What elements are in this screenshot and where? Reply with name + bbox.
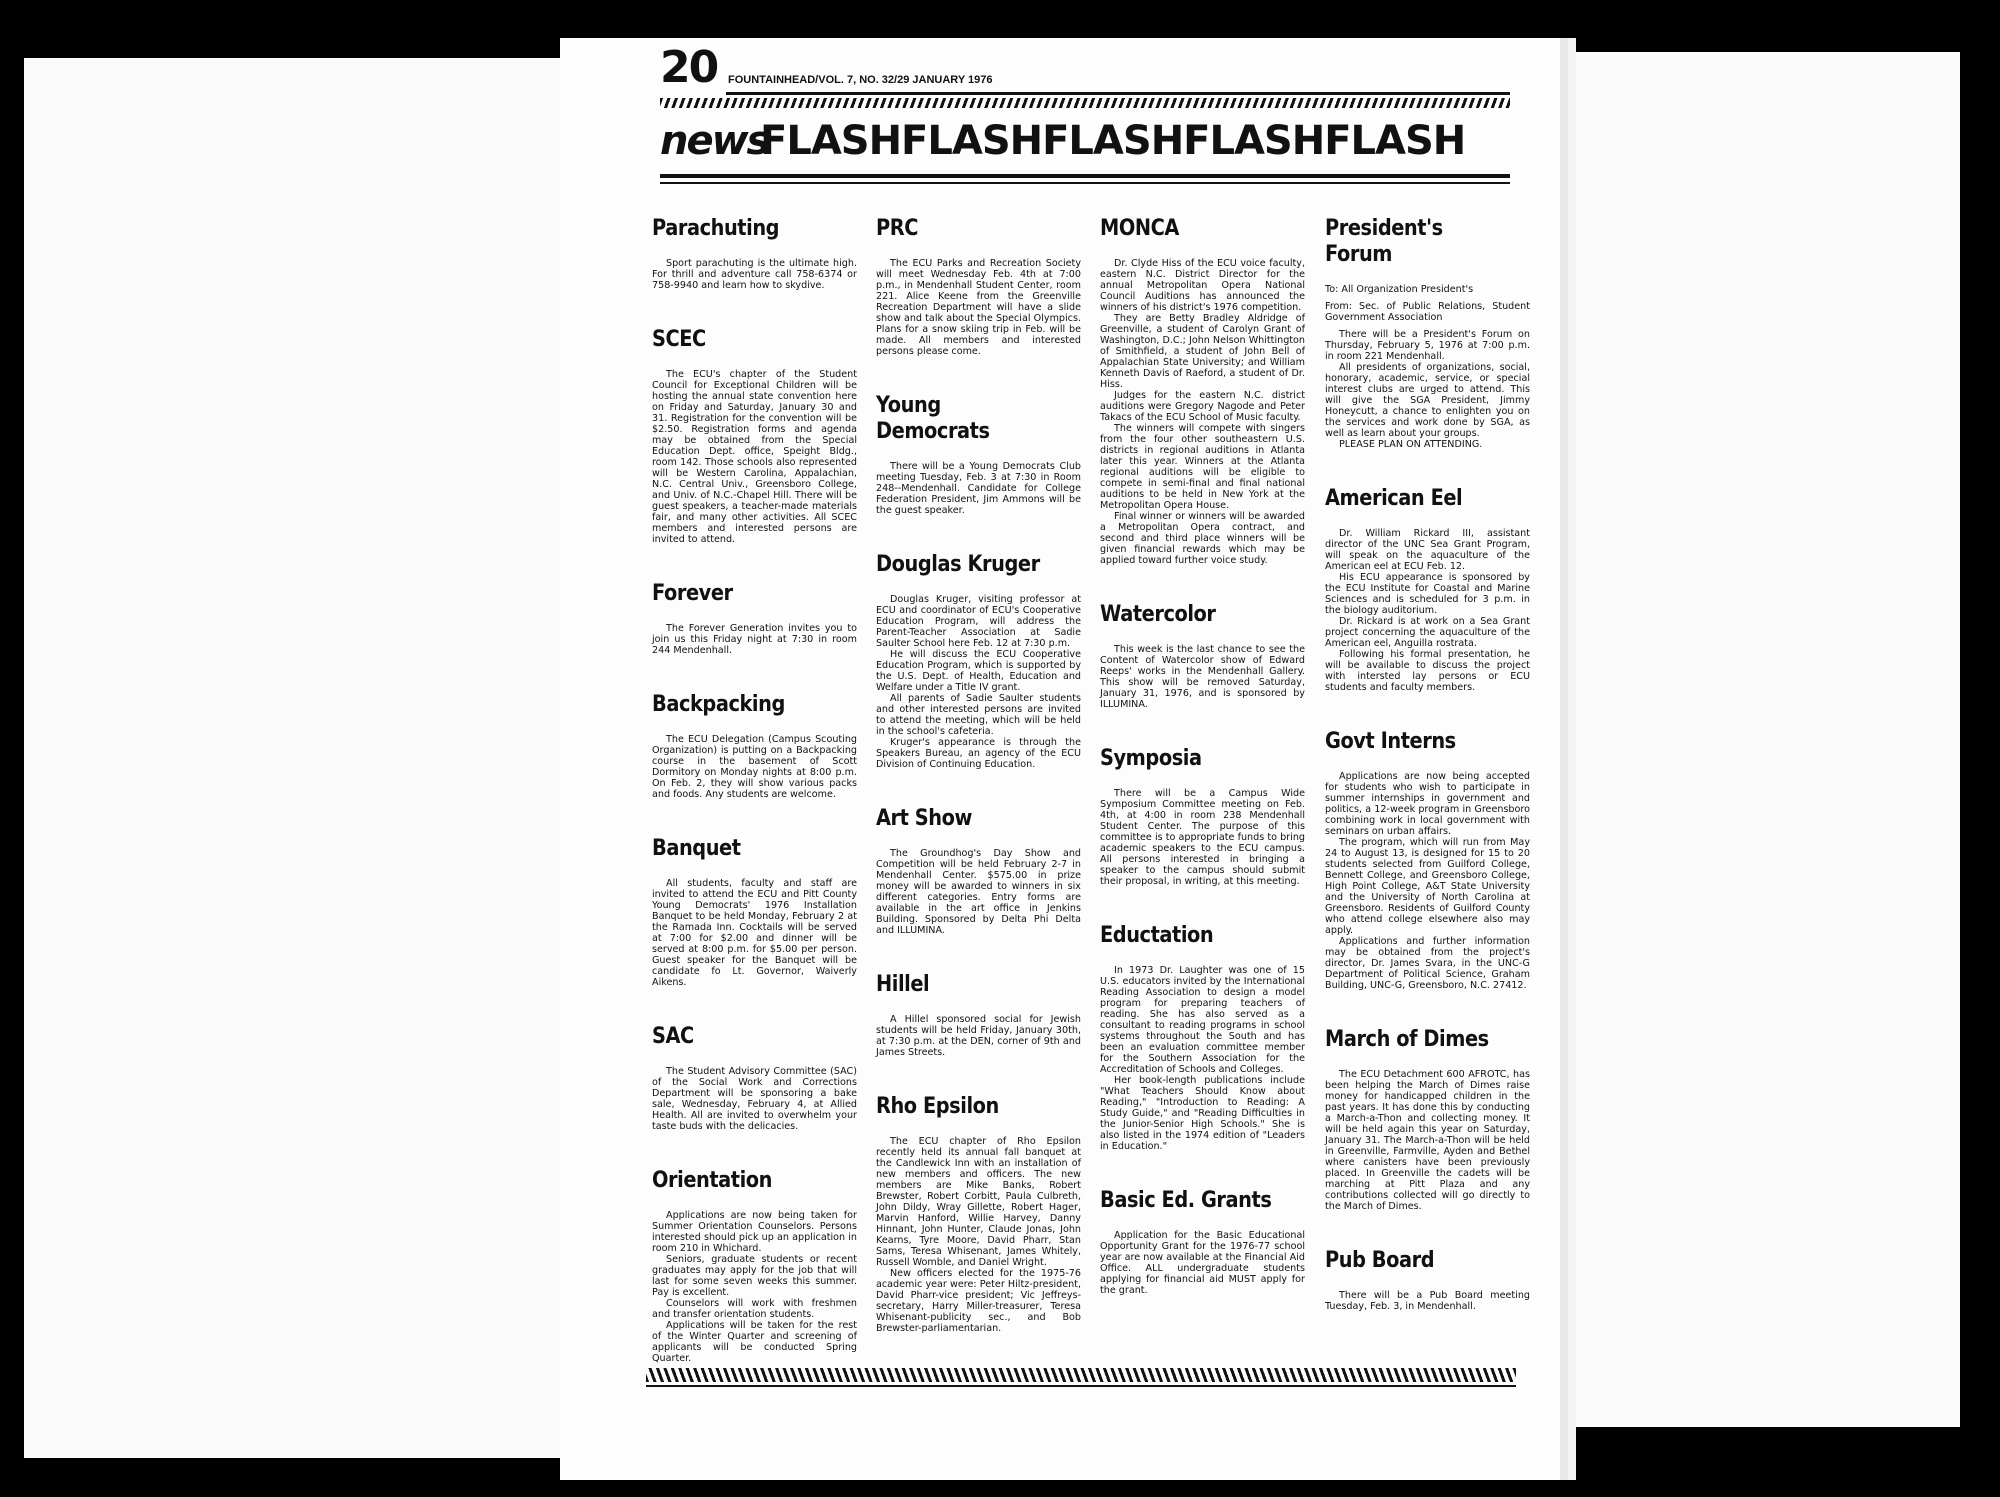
news-item-headline: SAC: [652, 1024, 694, 1049]
news-item-paragraph: Applications are now being taken for Summer Orientation Counselors. Persons interested should pick up an application in room 210 in Whichard.: [652, 1210, 857, 1254]
banner-rule: [660, 174, 1510, 178]
news-item-paragraph: Sport parachuting is the ultimate high. For thrill and adventure call 758-6374 or 758-9940 and learn how to skydive.: [652, 258, 857, 291]
news-item: [1325, 729, 1530, 991]
news-item-paragraph: They are Betty Bradley Aldridge of Greenville, a student of Carolyn Grant of Washington, D.C.; John Nelson Whittington of Smithfield, a student of John Bell of Appalachian State University; and William Kenneth Davis of Raeford, a student of Dr. Hiss.: [1100, 313, 1305, 390]
news-item-paragraph: Counselors will work with freshmen and transfer orientation students.: [652, 1298, 857, 1320]
folio-line: FOUNTAINHEAD/VOL. 7, NO. 32/29 JANUARY 1976: [728, 74, 993, 86]
banner-news: news: [660, 118, 769, 164]
news-item: [876, 1094, 1081, 1334]
masthead: [660, 42, 1510, 93]
news-item: [652, 692, 857, 800]
decorative-border-top: [660, 98, 1510, 108]
news-item-paragraph: There will be a Young Democrats Club meeting Tuesday, Feb. 3 at 7:30 in Room 248--Mendenhall. Candidate for College Federation President, Jim Ammons will be the guest speaker.: [876, 461, 1081, 516]
news-item-headline: March of Dimes: [1325, 1027, 1489, 1052]
news-item-paragraph: There will be a President's Forum on Thursday, February 5, 1976 at 7:00 p.m. in room 221 Mendenhall.: [1325, 329, 1530, 362]
news-item-headline: Parachuting: [652, 216, 780, 241]
news-item-headline: Eductation: [1100, 923, 1214, 948]
news-item-paragraph: The ECU Parks and Recreation Society will meet Wednesday Feb. 4th at 7:00 p.m., in Mendenhall Student Center, room 221. Alice Keene from the Greenville Recreation Department will have a slide show and talk about the Special Olympics. Plans for a snow skiing trip in Feb. will be made. All members and interested persons please come.: [876, 258, 1081, 357]
memo-line: To: All Organization President's: [1325, 284, 1474, 295]
news-item-paragraph: Her book-length publications include "What Teachers Should Know about Reading," "Introduction to Reading: A Study Guide," and "Reading Difficulties in the Junior-Senior High Schools." She is also listed in the 1974 edition of "Leaders in Education.": [1100, 1075, 1305, 1152]
news-item: [652, 216, 857, 291]
news-item-paragraph: There will be a Campus Wide Symposium Committee meeting on Feb. 4th, at 4:00 in room 238 Mendenhall Student Center. The purpose of this committee is to appropriate funds to bring academic speakers to the ECU campus. All persons interested in bringing a speaker to the campus should submit their proposal, in writing, at this meeting.: [1100, 788, 1305, 887]
news-item-paragraph: The ECU Detachment 600 AFROTC, has been helping the March of Dimes raise money for handicapped children in the past years. It has done this by conducting a March-a-Thon and collecting money. It will be held again this year on Saturday, January 31. The March-a-Thon will be held in Greenville, Farmville, Ayden and Bethel where canisters have been previously placed. In Greenville the cadets will be marching at Pitt Plaza and any contributions collected will go directly to the March of Dimes.: [1325, 1069, 1530, 1212]
news-item-paragraph: All presidents of organizations, social, honorary, academic, service, or special interest clubs are urged to attend. This will give the SGA President, Jimmy Honeycutt, a chance to enlighten you on the services and work done by SGA, as well as learn about your groups.: [1325, 362, 1530, 439]
news-item: [1325, 1248, 1530, 1312]
news-item-paragraph: The Student Advisory Committee (SAC) of the Social Work and Corrections Department will be sponsoring a bake sale, Wednesday, February 4, at Allied Health. All are invited to overwhelm your taste buds with the delicacies.: [652, 1066, 857, 1132]
column-1: [652, 216, 857, 1364]
news-item-paragraph: Final winner or winners will be awarded a Metropolitan Opera contract, and second and third place winners will be given financial rewards which may be applied toward further voice study.: [1100, 511, 1305, 566]
background-sheet-left: [24, 58, 572, 1458]
news-item: [1100, 1188, 1305, 1296]
page-number: 20: [660, 42, 718, 93]
news-item-headline: MONCA: [1100, 216, 1179, 241]
news-item-paragraph: Douglas Kruger, visiting professor at ECU and coordinator of ECU's Cooperative Education Program, will address the Parent-Teacher Association at Sadie Saulter School here Feb. 12 at 7:30 p.m.: [876, 594, 1081, 649]
news-item: [876, 216, 1081, 357]
news-item-paragraph: The winners will compete with singers from the four other southeastern U.S. districts in regional auditions in Atlanta later this year. Winners at the Atlanta regional auditions will be eligible to compete in semi-final and final national auditions to be held in New York at the Metropolitan Opera House.: [1100, 423, 1305, 511]
memo-line: From: Sec. of Public Relations, Student Government Association: [1325, 301, 1530, 323]
news-item: [652, 1168, 857, 1364]
column-4: [1325, 216, 1530, 1312]
news-item: [876, 972, 1081, 1058]
news-item-paragraph: A Hillel sponsored social for Jewish students will be held Friday, January 30th, at 7:30 p.m. at the DEN, corner of 9th and James Streets.: [876, 1014, 1081, 1058]
news-item-paragraph: The ECU Delegation (Campus Scouting Organization) is putting on a Backpacking course in the basement of Scott Dormitory on Monday nights at 8:00 p.m. On Feb. 2, they will show various packs and foods. Any students are welcome.: [652, 734, 857, 800]
news-item-paragraph: The Forever Generation invites you to join us this Friday night at 7:30 in room 244 Mendenhall.: [652, 623, 857, 656]
news-item: [1325, 486, 1530, 693]
news-item-headline: Pub Board: [1325, 1248, 1435, 1273]
news-item-headline: Forever: [652, 581, 733, 606]
news-item-headline: American Eel: [1325, 486, 1463, 511]
news-item-headline: Hillel: [876, 972, 930, 997]
bottom-rule: [646, 1385, 1516, 1387]
news-item-headline: Douglas Kruger: [876, 552, 1040, 577]
news-item-headline: Basic Ed. Grants: [1100, 1188, 1272, 1213]
column-3: [1100, 216, 1305, 1296]
section-banner: [660, 112, 1510, 192]
background-sheet-right: [1510, 52, 1960, 1427]
news-item-headline: President's Forum: [1325, 216, 1443, 267]
news-item: [1325, 1027, 1530, 1212]
news-item-paragraph: All students, faculty and staff are invited to attend the ECU and Pitt County Young Democrats' 1976 Installation Banquet to be held Monday, February 2 at the Ramada Inn. Cocktails will be served at 7:00 for $2.00 and dinner will be served at 8:00 p.m. for $5.00 per person. Guest speaker for the Banquet will be candidate fo Lt. Governor, Waiverly Aikens.: [652, 878, 857, 988]
news-item: [652, 836, 857, 988]
decorative-border-bottom: [646, 1368, 1516, 1382]
news-item-headline: Young Democrats: [876, 393, 990, 444]
news-item-paragraph: Dr. Rickard is at work on a Sea Grant project concerning the aquaculture of the American eel, Anguilla rostrata.: [1325, 616, 1530, 649]
news-item-paragraph: Applications are now being accepted for students who wish to participate in summer internships in government and politics, a 12-week program in Greensboro combining work in local government with seminars on urban affairs.: [1325, 771, 1530, 837]
newspaper-page: [560, 38, 1560, 1480]
news-item-paragraph: Dr. William Rickard III, assistant director of the UNC Sea Grant Program, will speak on the aquaculture of the American eel at ECU Feb. 12.: [1325, 528, 1530, 572]
news-item-headline: Govt Interns: [1325, 729, 1456, 754]
news-item: [652, 1024, 857, 1132]
news-item-paragraph: Applications and further information may be obtained from the project's director, Dr. James Svara, in the UNC-G Department of Political Science, Graham Building, UNC-G, Greensboro, N.C. 27412.: [1325, 936, 1530, 991]
news-item-paragraph: All parents of Sadie Saulter students and other interested persons are invited to attend the meeting, which will be held in the school's cafeteria.: [876, 693, 1081, 737]
news-item-paragraph: He will discuss the ECU Cooperative Education Program, which is supported by the U.S. Dept. of Health, Education and Welfare under a Title IV grant.: [876, 649, 1081, 693]
news-item-headline: Banquet: [652, 836, 741, 861]
news-item: [1100, 602, 1305, 710]
news-item-paragraph: Following his formal presentation, he will be available to discuss the project with intersted lay persons or ECU students and faculty members.: [1325, 649, 1530, 693]
news-item-paragraph: New officers elected for the 1975-76 academic year were: Peter Hiltz-president, David Pharr-vice president; Vic Jeffreys-secretary, Harry Miller-treasurer, Teresa Whisenant-publicity sec., and Bob Brewster-parliamentarian.: [876, 1268, 1081, 1334]
news-item: [876, 393, 1081, 516]
news-item-headline: Watercolor: [1100, 602, 1216, 627]
column-2: [876, 216, 1081, 1334]
banner-rule-thin: [660, 182, 1510, 184]
news-item: [1325, 216, 1530, 450]
news-item-paragraph: The program, which will run from May 24 to August 13, is designed for 15 to 20 students selected from Guilford College, Bennett College, and Greensboro College, High Point College, A&T State University and the University of North Carolina at Greensboro. Residents of Guilford County who attend college elsewhere also may apply.: [1325, 837, 1530, 936]
news-item: [876, 806, 1081, 936]
news-item-headline: Backpacking: [652, 692, 785, 717]
news-item: [1100, 923, 1305, 1152]
news-item-paragraph: PLEASE PLAN ON ATTENDING.: [1339, 439, 1483, 450]
news-item-paragraph: Application for the Basic Educational Opportunity Grant for the 1976-77 school year are now available at the Financial Aid Office. ALL undergraduate students applying for financial aid MUST apply for the grant.: [1100, 1230, 1305, 1296]
news-item-headline: Symposia: [1100, 746, 1202, 771]
news-item-paragraph: Judges for the eastern N.C. district auditions were Gregory Nagode and Peter Takacs of the ECU School of Music faculty.: [1100, 390, 1305, 423]
news-item-paragraph: The ECU chapter of Rho Epsilon recently held its annual fall banquet at the Candlewick Inn with an installation of new members and officers. The new members are Mike Banks, Robert Brewster, Robert Corbitt, Paula Culbreth, John Dildy, Wray Gillette, Robert Hager, Marvin Hanford, Willie Harvey, Danny Hinnant, John Hunter, Claude Jonas, John Kearns, Tyre Moore, David Pharr, Stan Sams, Teresa Whisenant, James Whitely, Russell Womble, and Daniel Wright.: [876, 1136, 1081, 1268]
news-item-paragraph: Dr. Clyde Hiss of the ECU voice faculty, eastern N.C. District Director for the annual Metropolitan Opera National Council Auditions has announced the winners of his district's 1976 competition.: [1100, 258, 1305, 313]
news-item-paragraph: Kruger's appearance is through the Speakers Bureau, an agency of the ECU Division of Continuing Education.: [876, 737, 1081, 770]
news-item-paragraph: Seniors, graduate students or recent graduates may apply for the job that will last for some seven weeks this summer. Pay is excellent.: [652, 1254, 857, 1298]
banner-flash: FLASHFLASHFLASHFLASHFLASH: [760, 118, 1466, 164]
news-item-paragraph: The Groundhog's Day Show and Competition will be held February 2-7 in Mendenhall Center. $575.00 in prize money will be awarded to winners in six different categories. Entry forms are available in the art office in Jenkins Building. Sponsored by Delta Phi Delta and ILLUMINA.: [876, 848, 1081, 936]
news-item-paragraph: His ECU appearance is sponsored by the ECU Institute for Coastal and Marine Sciences and is scheduled for 3 p.m. in the biology auditorium.: [1325, 572, 1530, 616]
news-item: [652, 327, 857, 545]
news-item-headline: Orientation: [652, 1168, 773, 1193]
news-item-paragraph: This week is the last chance to see the Content of Watercolor show of Edward Reeps' works in the Mendenhall Gallery. This show will be removed Saturday, January 31, 1976, and is sponsored by ILLUMINA.: [1100, 644, 1305, 710]
news-item: [652, 581, 857, 656]
news-item-headline: Rho Epsilon: [876, 1094, 999, 1119]
news-item-paragraph: The ECU's chapter of the Student Council for Exceptional Children will be hosting the annual state convention here on Friday and Saturday, January 30 and 31. Registration for the convention will be $2.50. Registration forms and agenda may be obtained from the Special Education Dept. office, Speight Bldg., room 142. Those schools also represented will be Western Carolina, Appalachian, N.C. Central Univ., Greensboro College, and Univ. of N.C.-Chapel Hill. There will be guest speakers, a teacher-made materials fair, and many other activities. All SCEC members and interested persons are invited to attend.: [652, 369, 857, 545]
news-item-headline: PRC: [876, 216, 918, 241]
news-item: [1100, 216, 1305, 566]
news-item-headline: Art Show: [876, 806, 972, 831]
news-item: [1100, 746, 1305, 887]
news-item-paragraph: In 1973 Dr. Laughter was one of 15 U.S. educators invited by the International Reading Association to design a model program for preparing teachers of reading. She has also served as a consultant to reading programs in school systems throughout the South and has been an evaluation committee member for the Southern Association for the Accreditation of Schools and Colleges.: [1100, 965, 1305, 1075]
news-item-paragraph: There will be a Pub Board meeting Tuesday, Feb. 3, in Mendenhall.: [1325, 1290, 1530, 1312]
masthead-rule: [726, 92, 1510, 95]
news-item-headline: SCEC: [652, 327, 706, 352]
news-item: [876, 552, 1081, 770]
news-item-paragraph: Applications will be taken for the rest of the Winter Quarter and screening of applicants will be conducted Spring Quarter.: [652, 1320, 857, 1364]
